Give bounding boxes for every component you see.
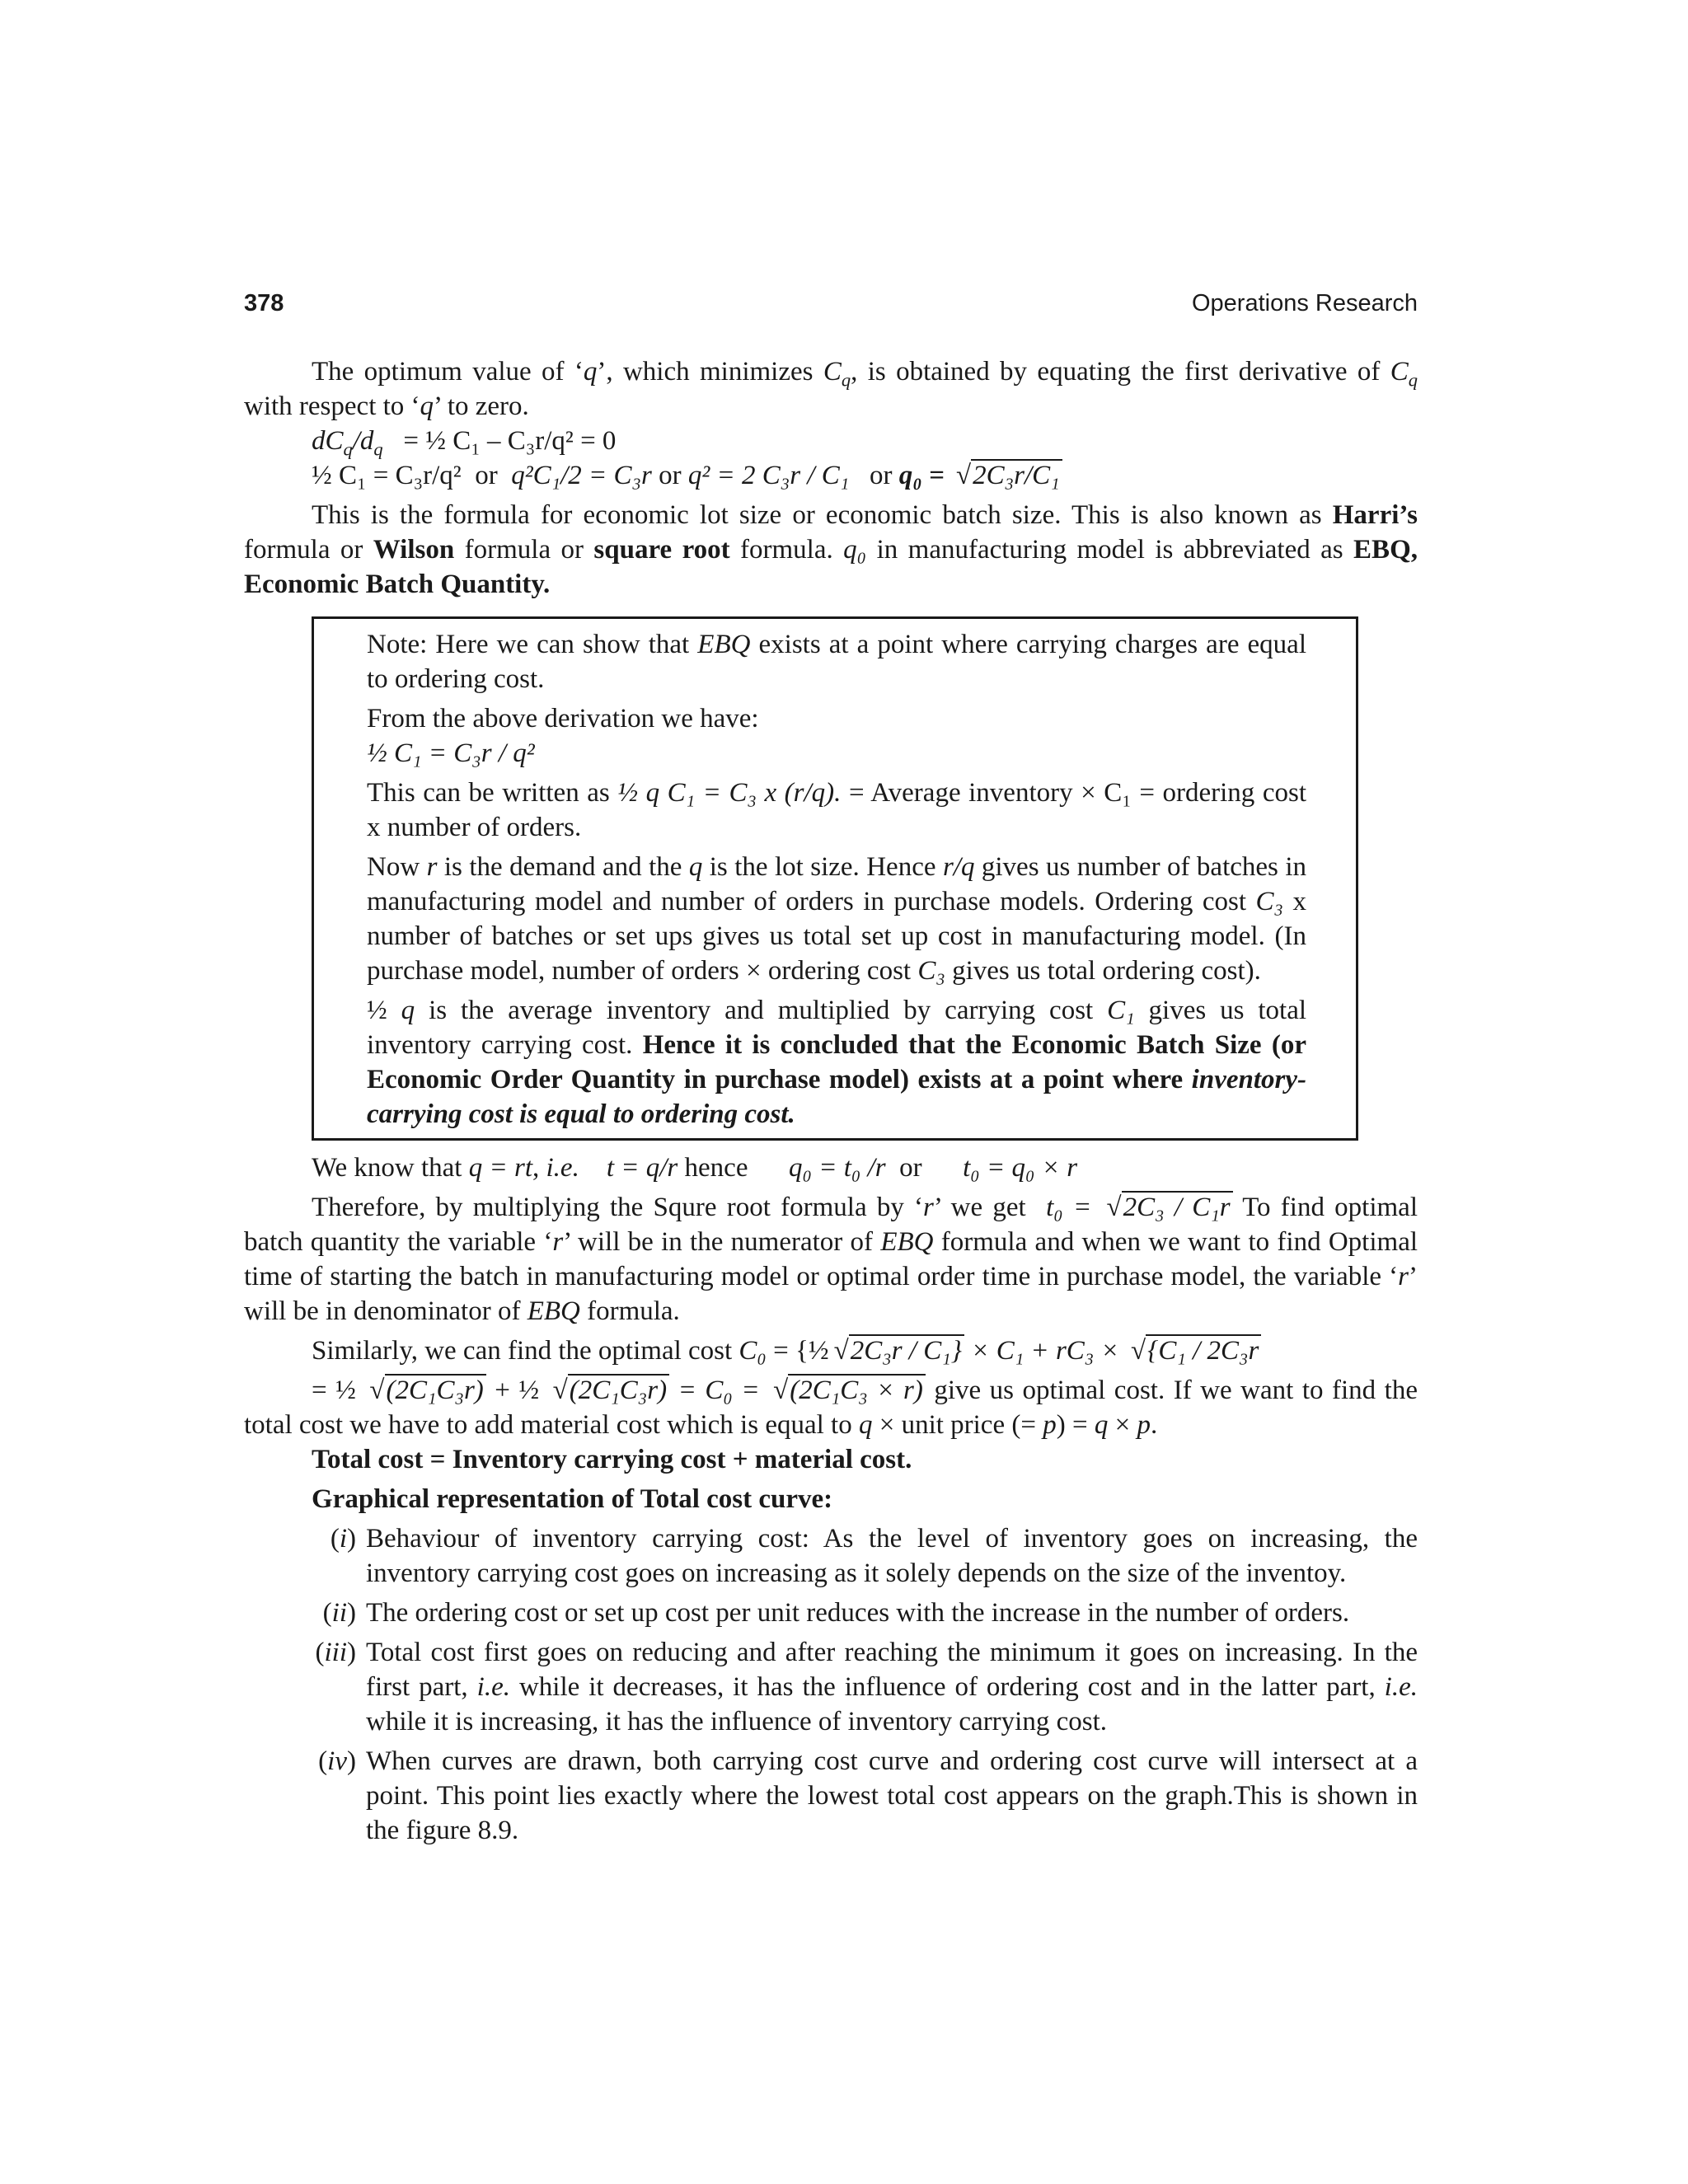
total-cost-formula: Total cost = Inventory carrying cost + material cost. — [312, 1445, 912, 1474]
graphical-heading: Graphical representation of Total cost curve: — [312, 1484, 833, 1514]
note-rewrite: This can be written as ½ q C₁ = C₃ x (r/q). = Average inventory × C₁ = ordering cost x number of orders. — [367, 778, 1306, 842]
note-equation: ½ C₁ = C₃r / q² — [367, 738, 535, 768]
list-number: (i) — [330, 1524, 356, 1554]
q0-equation: ½ C₁ = C₃r/q² or q²C₁/2 = C₃r or q² = 2 C₃r / C₁ or q₀ = √2C₃r/C₁ — [244, 458, 1418, 493]
note-intro: Note: Here we can show that EBQ exists at a point where carrying charges are equal to ordering cost. — [367, 630, 1306, 694]
behaviour-list — [244, 1521, 1418, 1848]
page-number: 378 — [244, 290, 284, 316]
list-number: (iii) — [315, 1638, 356, 1667]
note-conclusion: ½ q is the average inventory and multiplied by carrying cost C₁ gives us total inventory carrying cost. Hence it is concluded that the Economic Batch Size (or Economic Order Quantity in purchase model) exists at a point where inventory-carrying cost is equal to ordering cost. — [367, 996, 1307, 1129]
running-title: Operations Research — [1191, 290, 1418, 316]
intro-paragraph: The optimum value of ‘q’, which minimizes $C_q$, is obtained by equating the first derivative of $C_q$ with respect to ‘q’ to zero. — [244, 357, 1418, 421]
note-demand-paragraph: Now r is the demand and the q is the lot size. Hence r/q gives us number of batches in manufacturing model and number of orders in purchase models. Ordering cost C₃ x number of batches or set ups gives us total set up cost in manufacturing model. (In purchase model, number of orders × ordering cost C₃ gives us total ordering cost). — [367, 852, 1307, 986]
list-item: (i) Behaviour of inventory carrying cost: As the level of inventory goes on increasing, the inventory carrying cost goes on increasing as it solely depends on the size of the inventoy. — [244, 1521, 1418, 1591]
list-number: (ii) — [322, 1598, 356, 1628]
know-equation: We know that q = rt, i.e. t = q/r hence q₀ = t₀ /r or t₀ = q₀ × r — [312, 1153, 1078, 1183]
page-header — [244, 290, 1418, 323]
formula-paragraph: This is the formula for economic lot size or economic batch size. This is also known as Harri’s formula or Wilson formula or square root formula. q₀ in manufacturing model is abbreviated as EBQ, Economic Batch Quantity. — [244, 500, 1418, 599]
note-derivation-lead: From the above derivation we have: — [367, 704, 759, 733]
derivative-equation: $dC_q/d_q$ = ½ C₁ – C₃r/q² = 0 — [312, 426, 617, 460]
note-box — [312, 616, 1358, 1141]
list-item: (ii) The ordering cost or set up cost per unit reduces with the increase in the number of orders. — [244, 1596, 1418, 1630]
page-body — [244, 354, 1418, 1848]
list-item: (iv) When curves are drawn, both carrying cost curve and ordering cost curve will intersect at a point. This point lies exactly where the lowest total cost appears on the graph.This is shown in the figure 8.9. — [244, 1744, 1418, 1848]
list-item: (iii) Total cost first goes on reducing and after reaching the minimum it goes on increasing. In the first part, i.e. while it decreases, it has the influence of ordering cost and in the latter part, i.e. while it is increasing, it has the influence of inventory carrying cost. — [244, 1635, 1418, 1739]
optimal-cost-equation: Similarly, we can find the optimal cost C₀ = {½ √2C₃r / C₁} × C₁ + rC₃ × √{C₁ / 2C₃r — [244, 1333, 1418, 1368]
therefore-paragraph: Therefore, by multiplying the Squre root formula by ‘r’ we get t₀ = √2C₃ / C₁r To find optimal batch quantity the variable ‘r’ will be in the numerator of EBQ formula and when we want to find Optimal time of starting the batch in manufacturing model or optimal order time in purchase model, the variable ‘r’ will be in denominator of EBQ formula. — [244, 1193, 1418, 1326]
optimal-cost-result: = ½ √(2C₁C₃r) + ½ √(2C₁C₃r) = C₀ = √(2C₁C₃ × r) give us optimal cost. If we want to find the total cost we have to add material cost which is equal to q × unit price (= p) = q × p. — [244, 1376, 1418, 1440]
list-number: (iv) — [318, 1746, 356, 1776]
